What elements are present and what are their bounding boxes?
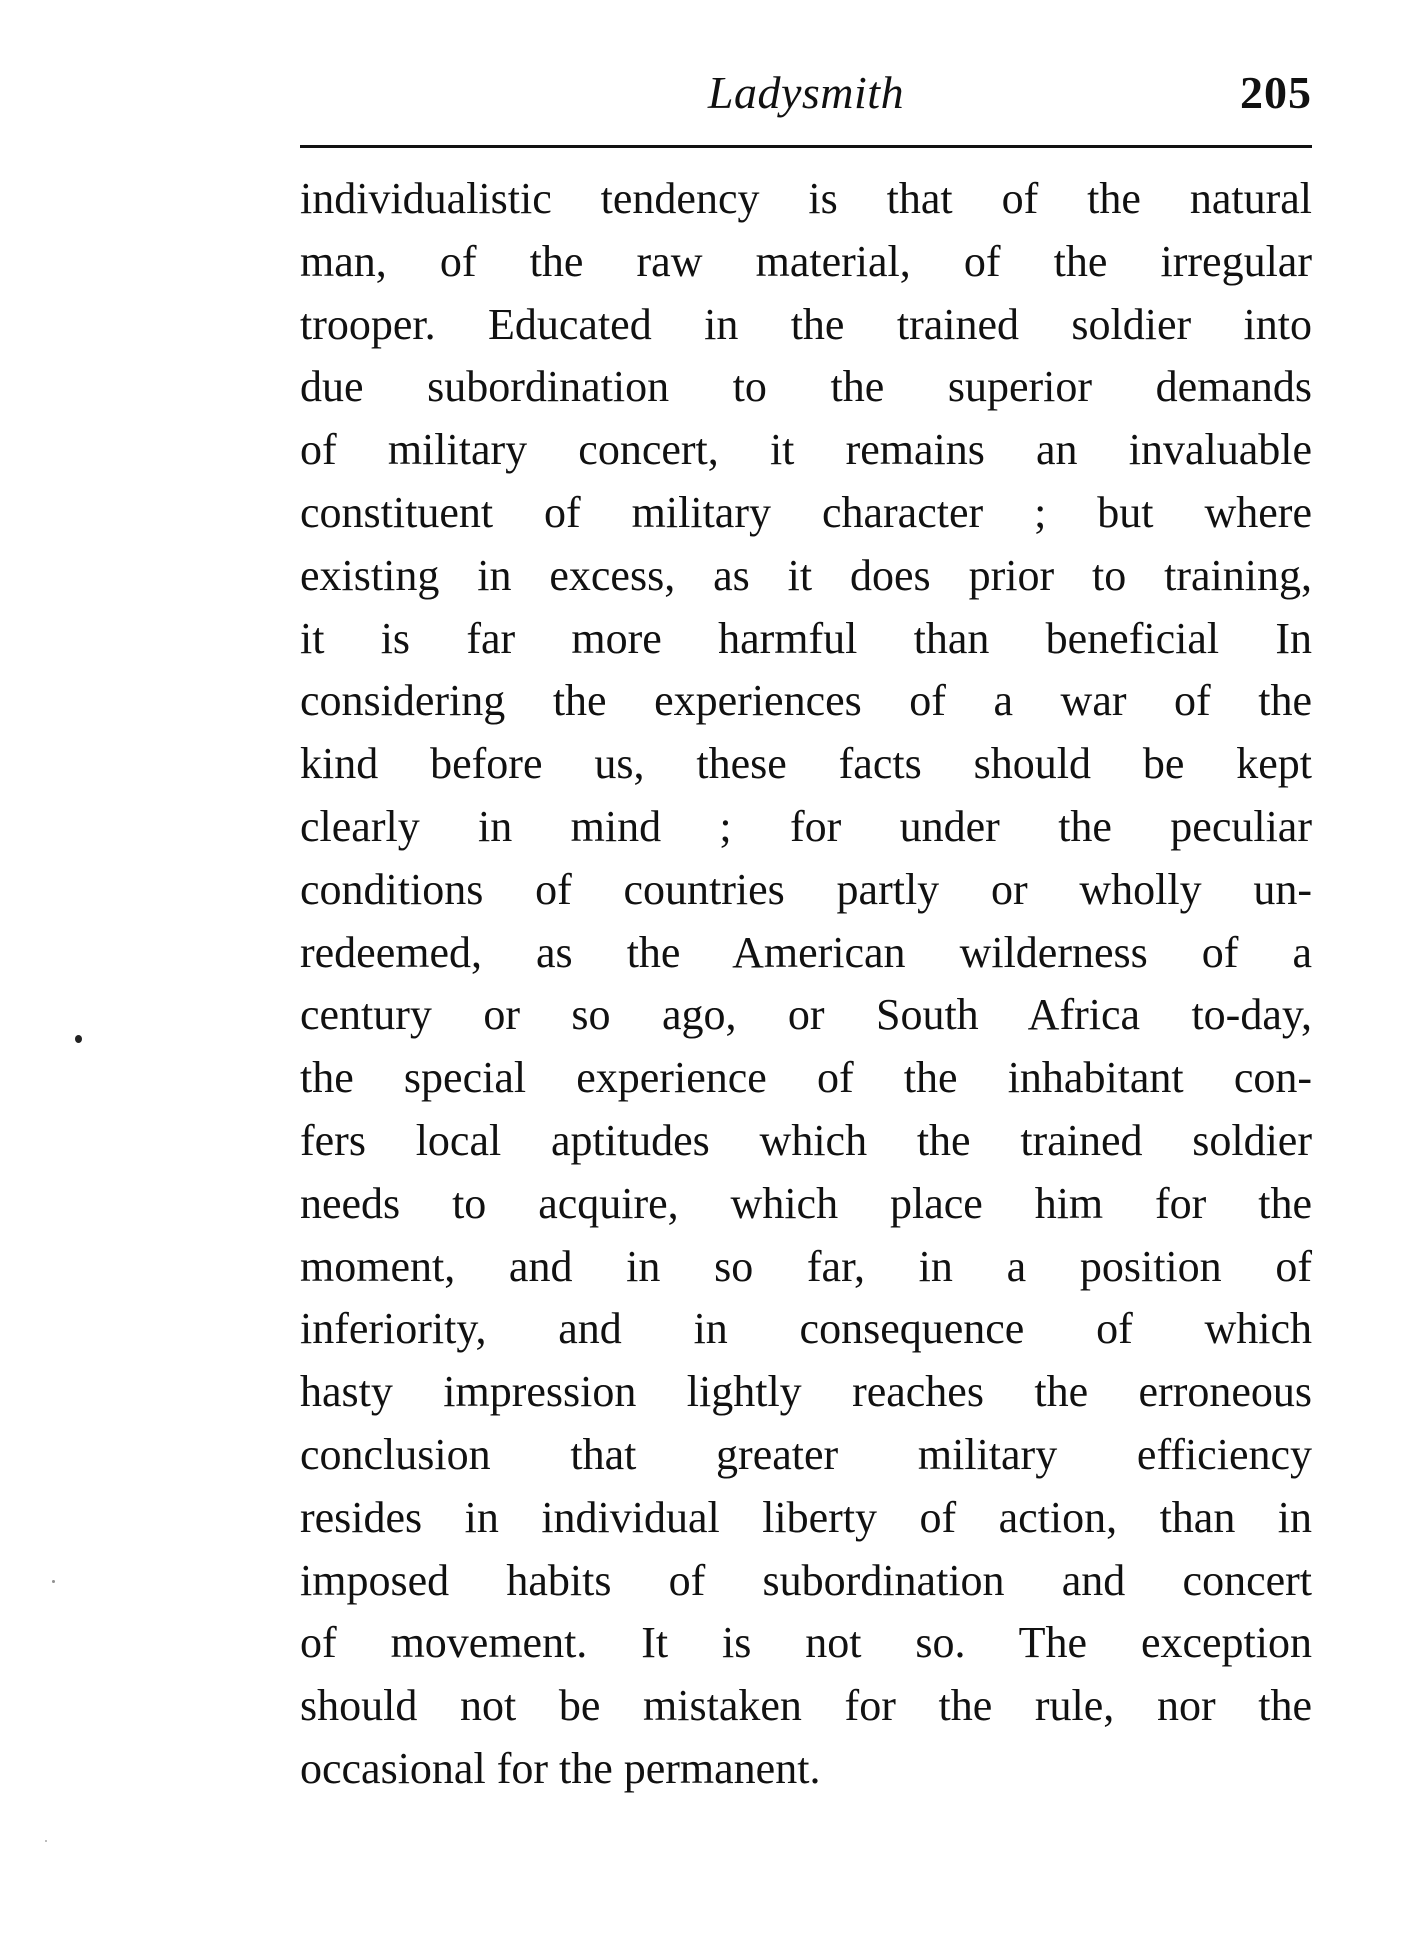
text-line: individualistic tendency is that of the natural — [300, 174, 1312, 223]
text-line: imposed habits of subordination and concert — [300, 1555, 1312, 1605]
text-line: man, of the raw material, of the irregular — [300, 236, 1312, 286]
text-line: should not be mistaken for the rule, nor the — [300, 1681, 1312, 1731]
text-line: kind before us, these facts should be kept — [300, 739, 1312, 789]
text-line: moment, and in so far, in a position of — [300, 1241, 1312, 1291]
scan-speck — [45, 1840, 47, 1842]
text-line: of movement. It is not so. The exception — [300, 1618, 1312, 1668]
text-line: fers local aptitudes which the trained soldier — [300, 1115, 1312, 1165]
text-line: inferiority, and in consequence of which — [300, 1304, 1312, 1354]
text-line: considering the experiences of a war of the — [300, 676, 1312, 726]
text-line: constituent of military character ; but where — [300, 487, 1312, 537]
text-line: trooper. Educated in the trained soldier into — [300, 299, 1312, 349]
text-line: needs to acquire, which place him for the — [300, 1178, 1312, 1228]
text-line: resides in individual liberty of action, than in — [300, 1492, 1312, 1542]
text-line: century or so ago, or South Africa to-day, — [300, 990, 1312, 1040]
scan-speck — [52, 1580, 55, 1583]
text-line: occasional for the permanent. — [300, 1743, 821, 1793]
text-line: clearly in mind ; for under the peculiar — [300, 801, 1312, 851]
text-line: conclusion that greater military efficiency — [300, 1429, 1312, 1479]
text-line: due subordination to the superior demands — [300, 362, 1312, 412]
header-rule — [300, 145, 1312, 148]
body-text — [300, 168, 1312, 1801]
scan-speck — [75, 1035, 82, 1043]
text-line: existing in excess, as it does prior to training, — [300, 550, 1312, 600]
text-line: hasty impression lightly reaches the erroneous — [300, 1367, 1312, 1417]
text-line: the special experience of the inhabitant con- — [300, 1053, 1312, 1103]
text-line: redeemed, as the American wilderness of a — [300, 927, 1312, 977]
page-number: 205 — [1240, 67, 1312, 118]
text-line: it is far more harmful than beneficial In — [300, 613, 1312, 663]
running-title: Ladysmith — [707, 67, 905, 118]
text-line: conditions of countries partly or wholly un- — [300, 864, 1312, 914]
text-line: of military concert, it remains an invaluable — [300, 425, 1312, 475]
page-header — [300, 60, 1312, 122]
